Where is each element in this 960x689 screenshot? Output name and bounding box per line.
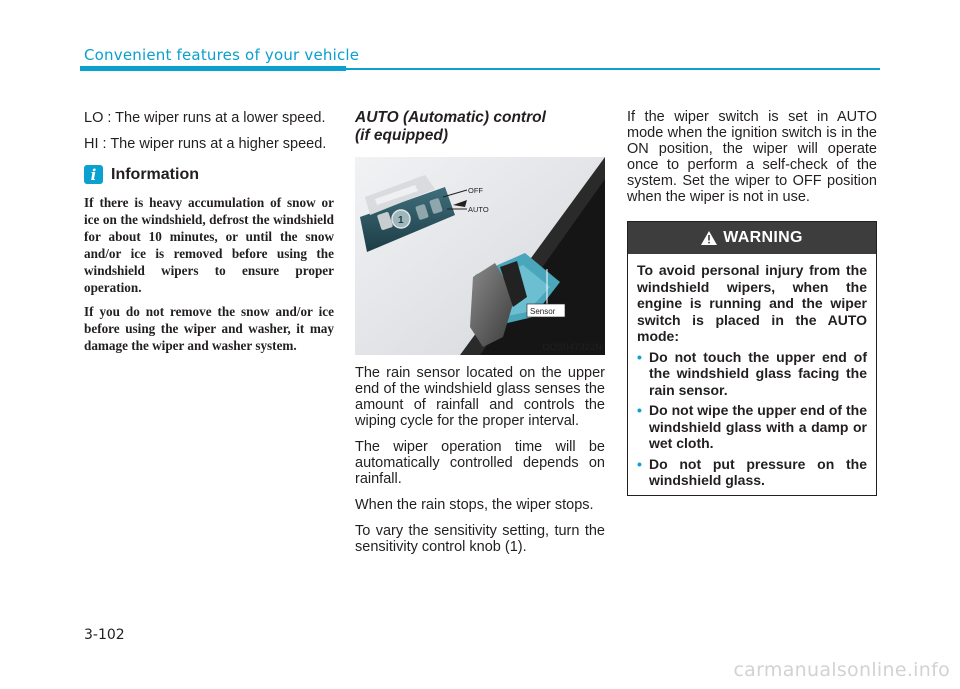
sensor-label: Sensor: [530, 307, 556, 316]
body-paragraph: To vary the sensitivity setting, turn the sensitivity control knob (1).: [355, 523, 605, 555]
information-title: Information: [111, 165, 199, 183]
knob-number-label: 1: [398, 215, 404, 226]
bullet-icon: •: [637, 348, 642, 365]
auto-control-title: AUTO (Automatic) control: [355, 109, 546, 126]
watermark-text: carmanualsonline.info: [733, 659, 950, 681]
bullet-icon: •: [637, 402, 642, 418]
information-heading: [84, 165, 334, 184]
warning-bullet-text: Do not touch the upper end of the windshield glass facing the rain sensor.: [649, 348, 867, 398]
warning-box: [627, 221, 877, 496]
warning-body: [628, 254, 876, 489]
lo-speed-line: LO : The wiper runs at a lower speed.: [84, 110, 326, 126]
body-paragraph: The rain sensor located on the upper end of the windshield glass senses the amount of rainfall and controls the wiping cycle for the proper interval.: [355, 365, 605, 429]
figure-code: OOS047322N: [542, 342, 602, 353]
self-check-paragraph: If the wiper switch is set in AUTO mode when the ignition switch is in the ON position, the wiper will operate once to perform a self-check of the system. Set the wiper to OFF position when the wiper is not in use.: [627, 109, 877, 205]
rain-sensor-illustration: [355, 157, 605, 355]
warning-title: WARNING: [723, 229, 803, 246]
auto-control-subtitle: (if equipped): [355, 127, 448, 144]
warning-header: [628, 222, 876, 254]
page-number: 3-102: [84, 627, 125, 643]
header-rule: [346, 68, 880, 70]
warning-bullet-item: [637, 349, 867, 399]
information-paragraph: If there is heavy accumulation of snow or ice on the windshield, defrost the windshield for about 10 minutes, or until the snow and/or ice is removed before using the windshield wipers to ensure proper operation.: [84, 195, 334, 295]
right-column: [627, 109, 877, 205]
bullet-icon: •: [637, 455, 642, 472]
warning-bullet-text: Do not put pressure on the windshield glass.: [649, 455, 867, 488]
wiper-stalk-and-sensor-drawing: [355, 157, 605, 355]
warning-bullet-item: [637, 456, 867, 489]
off-label: OFF: [468, 186, 483, 195]
auto-label: AUTO: [468, 205, 489, 214]
section-header-title: Convenient features of your vehicle: [84, 46, 360, 64]
warning-bullet-item: [637, 402, 867, 452]
warning-bullet-text: Do not wipe the upper end of the windshield glass with a damp or wet cloth.: [649, 402, 867, 451]
body-paragraph: The wiper operation time will be automatically controlled depends on rainfall.: [355, 439, 605, 487]
warning-intro: To avoid personal injury from the windshield wipers, when the engine is running and the wiper switch is placed in the AUTO mode:: [637, 262, 867, 344]
body-paragraph: When the rain stops, the wiper stops.: [355, 497, 594, 513]
information-paragraph: If you do not remove the snow and/or ice before using the wiper and washer, it may damage the wiper and washer system.: [84, 304, 334, 353]
left-column: [84, 109, 334, 361]
info-icon: i: [84, 165, 103, 184]
middle-column: [355, 109, 605, 555]
hi-speed-line: HI : The wiper runs at a higher speed.: [84, 136, 327, 152]
warning-triangle-icon: [701, 231, 717, 245]
header-accent-bar: [80, 66, 346, 71]
